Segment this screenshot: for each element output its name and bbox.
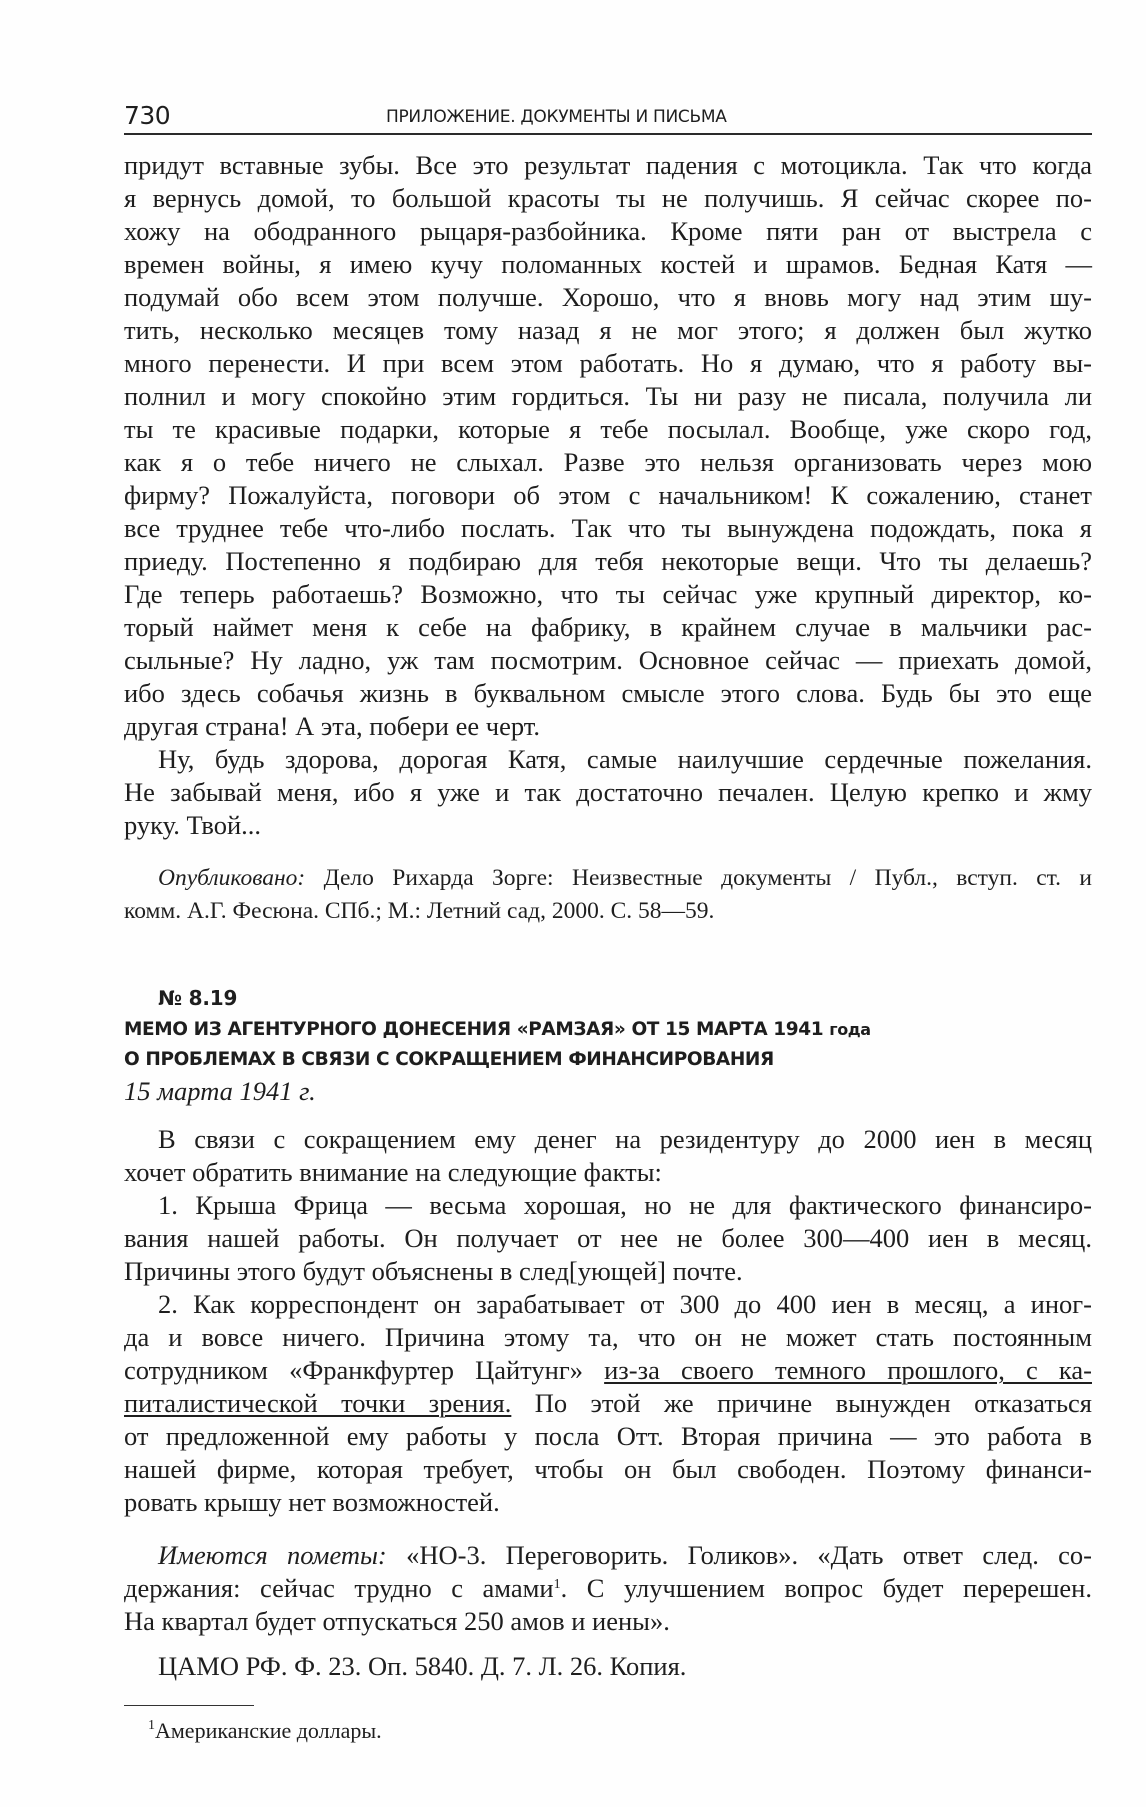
text-line: вания нашей работы. Он получает от нее не более 300—400 иен в месяц.: [124, 1223, 1092, 1253]
page-header: [124, 97, 1092, 135]
text-line: от предложенной ему работы у посла Отт. Вторая причина — это работа в: [124, 1421, 1092, 1451]
text-line: Опубликовано: Дело Рихарда Зорге: Неизвестные документы / Публ., вступ. ст. и: [158, 865, 1092, 891]
running-title: ПРИЛОЖЕНИЕ. ДОКУМЕНТЫ И ПИСЬМА: [386, 107, 727, 127]
text-line: подумай обо всем этом получше. Хорошо, что я вновь могу над этим шу-: [124, 282, 1092, 312]
text-line: придут вставные зубы. Все это результат падения с мотоцикла. Так что когда: [124, 150, 1092, 180]
text-line: 1. Крыша Фрица — весьма хорошая, но не для фактического финансиро-: [158, 1190, 1092, 1220]
text-line: В связи с сокращением ему денег на резидентуру до 2000 иен в месяц: [158, 1124, 1092, 1154]
text-line: тить, несколько месяцев тому назад я не мог этого; я должен был жутко: [124, 315, 1092, 345]
publication-label: Опубликовано:: [158, 865, 306, 891]
text-line: комм. А.Г. Фесюна. СПб.; М.: Летний сад, 2000. С. 58—59.: [124, 898, 715, 924]
text-line: ровать крышу нет возможностей.: [124, 1487, 500, 1517]
text-line: много перенести. И при всем этом работать. Но я думаю, что я работу вы-: [124, 348, 1092, 378]
text-line: времен войны, я имею кучу поломанных костей и шрамов. Бедная Катя —: [124, 249, 1092, 279]
text-line: торый наймет меня к себе на фабрику, в крайнем случае в мальчики рас-: [124, 612, 1092, 642]
document-title: [124, 1015, 1092, 1075]
letter-closing: [124, 743, 1092, 842]
text-line: полнил и могу спокойно этим гордиться. Ты ни разу не писала, получила ли: [124, 381, 1092, 411]
text-line: Имеются пометы: «НО-3. Переговорить. Голиков». «Дать ответ след. со-: [158, 1540, 1092, 1570]
document-notes: [124, 1539, 1092, 1638]
text-line: Ну, будь здорова, дорогая Катя, самые наилучшие сердечные пожелания.: [158, 744, 1092, 774]
text-line: я вернусь домой, то большой красоты ты не получишь. Я сейчас скорее по-: [124, 183, 1092, 213]
text-line: сыльные? Ну ладно, уж там посмотрим. Основное сейчас — приехать домой,: [124, 645, 1092, 675]
text-line: питалистической точки зрения. По этой же причине вынужден отказаться: [124, 1388, 1092, 1418]
text-line: другая страна! А эта, побери ее черт.: [124, 711, 540, 741]
document-intro: [124, 1123, 1092, 1189]
text-line: да и вовсе ничего. Причина этому та, что он не может стать постоянным: [124, 1322, 1092, 1352]
text-line: держания: сейчас трудно с амами$^1$. С улучшением вопрос будет перерешен.: [124, 1573, 1092, 1603]
document-number: № 8.19: [158, 986, 238, 1010]
text-line: 2. Как корреспондент он зарабатывает от 300 до 400 иен в месяц, а иног-: [158, 1289, 1092, 1319]
text-line: На квартал будет отпускаться 250 амов и иены».: [124, 1606, 670, 1636]
archive-reference: ЦАМО РФ. Ф. 23. Оп. 5840. Д. 7. Л. 26. Копия.: [158, 1651, 687, 1681]
title-line: МЕМО ИЗ АГЕНТУРНОГО ДОНЕСЕНИЯ «РАМЗАЯ» ОТ 15 МАРТА 1941 года: [124, 1019, 871, 1040]
page-number: 730: [124, 101, 171, 130]
footnote: [124, 1716, 1092, 1746]
text-line: Причины этого будут объяснены в след[ующей] почте.: [124, 1256, 743, 1286]
text-line: как я о тебе ничего не слыхал. Разве это нельзя организовать через мою: [124, 447, 1092, 477]
point-1: [124, 1189, 1092, 1288]
text-line: хожу на ободранного рыцаря-разбойника. Кроме пяти ран от выстрела с: [124, 216, 1092, 246]
text-line: сотрудником «Франкфуртер Цайтунг» из-за своего темного прошлого, с ка-: [124, 1355, 1092, 1385]
text-line: хочет обратить внимание на следующие факты:: [124, 1157, 662, 1187]
text-line: ты те красивые подарки, которые я тебе посылал. Вообще, уже скоро год,: [124, 414, 1092, 444]
text-line: нашей фирме, которая требует, чтобы он был свободен. Поэтому финанси-: [124, 1454, 1092, 1484]
notes-label: Имеются пометы:: [158, 1540, 387, 1570]
text-line: Не забывай меня, ибо я уже и так достаточно печален. Целую крепко и жму: [124, 777, 1092, 807]
footnote-reference[interactable]: 1: [553, 1577, 561, 1592]
text-line: ибо здесь собачья жизнь в буквальном смысле этого слова. Будь бы это еще: [124, 678, 1092, 708]
text-line: приеду. Постепенно я подбираю для тебя некоторые вещи. Что ты делаешь?: [124, 546, 1092, 576]
text-line: Где теперь работаешь? Возможно, что ты сейчас уже крупный директор, ко-: [124, 579, 1092, 609]
page-body: [124, 149, 1092, 1746]
footnote-text: Американские доллары.: [155, 1718, 382, 1743]
underlined-passage: из-за своего темного прошлого, с ка-: [604, 1355, 1092, 1385]
text-line: фирму? Пожалуйста, поговори об этом с начальником! К сожалению, станет: [124, 480, 1092, 510]
underlined-passage: питалистической точки зрения.: [124, 1388, 512, 1418]
title-line: О ПРОБЛЕМАХ В СВЯЗИ С СОКРАЩЕНИЕМ ФИНАНСИРОВАНИЯ: [124, 1049, 774, 1070]
footnote-marker: 1: [148, 1718, 155, 1733]
footnote-divider: [124, 1705, 254, 1706]
document-date: 15 марта 1941 г.: [124, 1076, 316, 1106]
point-2: [124, 1288, 1092, 1519]
letter-text: [124, 149, 1092, 743]
text-line: все труднее тебе что-либо послать. Так что ты вынуждена подождать, пока я: [124, 513, 1092, 543]
publication-source: [124, 862, 1092, 928]
text-line: руку. Твой...: [124, 810, 262, 840]
